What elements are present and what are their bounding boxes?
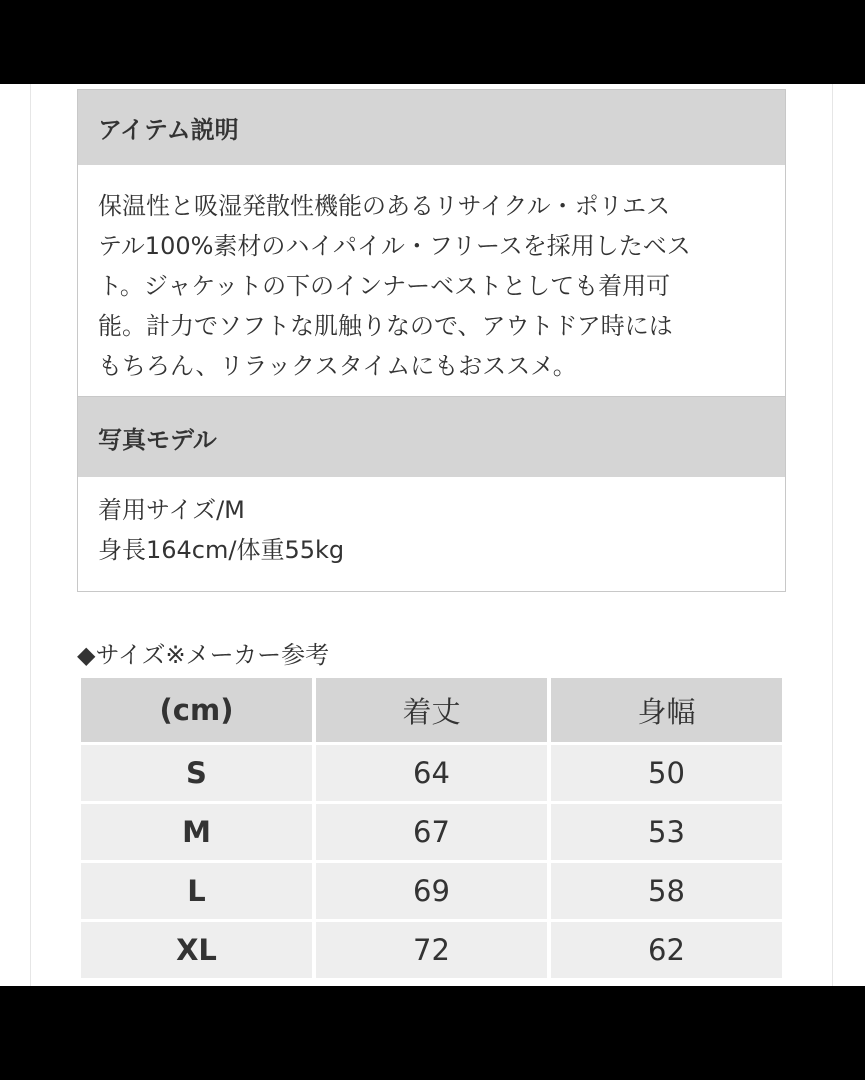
size-label: M [81, 804, 312, 860]
length-value: 67 [316, 804, 547, 860]
table-row [81, 745, 782, 801]
unit-header: (cm) [81, 678, 312, 742]
photo-model-heading: 写真モデル [78, 397, 785, 477]
width-value: 50 [551, 745, 782, 801]
table-row [81, 922, 782, 978]
item-description-section [77, 89, 786, 398]
item-description-body [78, 165, 785, 397]
item-description-line: 能。計力でソフトな肌触りなので、アウトドア時には [98, 312, 673, 340]
length-header: 着丈 [316, 678, 547, 742]
divider-left [30, 84, 31, 986]
table-row [81, 804, 782, 860]
screen [0, 84, 865, 986]
photo-model-body [78, 477, 785, 591]
size-label: L [81, 863, 312, 919]
size-chart-table [77, 675, 786, 981]
length-value: 72 [316, 922, 547, 978]
width-value: 62 [551, 922, 782, 978]
size-chart-header-row [81, 678, 782, 742]
table-row [81, 863, 782, 919]
model-size-line: 着用サイズ/M [98, 496, 245, 524]
width-value: 58 [551, 863, 782, 919]
size-chart-title: ◆サイズ※メーカー参考 [77, 641, 330, 669]
item-description-line: ト。ジャケットの下のインナーベストとしても着用可 [98, 272, 671, 300]
length-value: 64 [316, 745, 547, 801]
size-label: XL [81, 922, 312, 978]
length-value: 69 [316, 863, 547, 919]
item-description-line: 保温性と吸湿発散性機能のあるリサイクル・ポリエス [98, 192, 671, 220]
model-measure-line: 身長164cm/体重55kg [98, 536, 345, 564]
width-header: 身幅 [551, 678, 782, 742]
photo-model-section [77, 396, 786, 592]
size-label: S [81, 745, 312, 801]
item-description-heading: アイテム説明 [78, 90, 785, 165]
item-description-line: テル100%素材のハイパイル・フリースを採用したベス [98, 232, 691, 260]
width-value: 53 [551, 804, 782, 860]
item-description-line: もちろん、リラックスタイムにもおススメ。 [98, 352, 577, 380]
divider-right [832, 84, 833, 986]
